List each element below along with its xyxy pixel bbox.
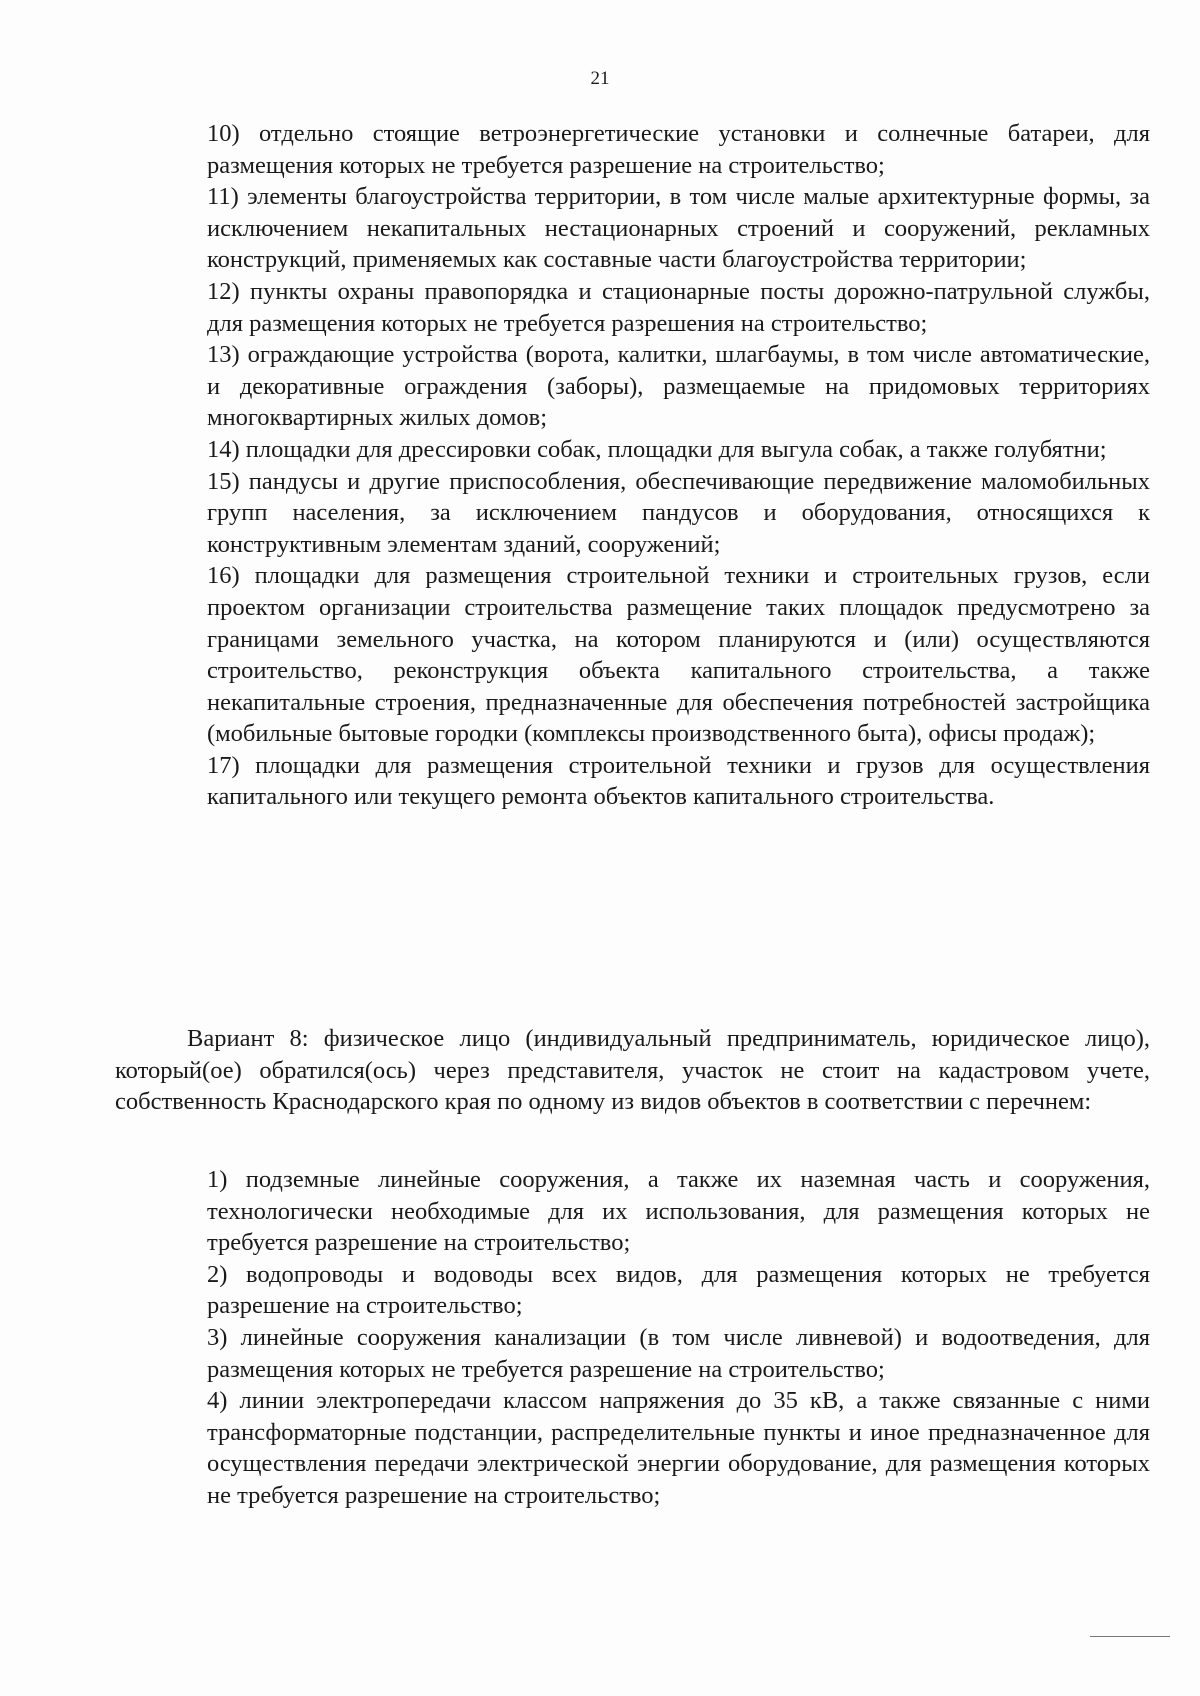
list-item: 3) линейные сооружения канализации (в том числе ливневой) и водоотведения, для размещения которых не требуется разрешение на строительство; [207, 1323, 1150, 1383]
list-item: 13) ограждающие устройства (ворота, калитки, шлагбаумы, в том числе автоматические, и декоративные ограждения (заборы), размещаемые на придомовых территориях многоквартирных жилых домов; [207, 341, 1150, 432]
footer-rule [1090, 1636, 1170, 1637]
list-item: 4) линии электропередачи классом напряжения до 35 кВ, а также связанные с ними трансформаторные подстанции, распределительные пункты и иное предназначенное для осуществления передачи электрической энергии оборудование, для размещения которых не требуется разрешение на строительство; [207, 1387, 1150, 1509]
list-item: 17) площадки для размещения строительной техники и грузов для осуществления капитального или текущего ремонта объектов капитального строительства. [207, 751, 1150, 811]
list-item: 10) отдельно стоящие ветроэнергетические установки и солнечные батареи, для размещения которых не требуется разрешение на строительство; [207, 120, 1150, 179]
list-item: 16) площадки для размещения строительной техники и строительных грузов, если проектом организации строительства размещение таких площадок предусмотрено за границами земельного участка, на котором планируются и (или) осуществляются строительство, реконструкция объекта капитального строительства, а также некапитальные строения, предназначенные для обеспечения потребностей застройщика (мобильные бытовые городки (комплексы производственного быта), офисы продаж); [207, 562, 1150, 748]
list-item: 15) пандусы и другие приспособления, обеспечивающие передвижение маломобильных групп населения, за исключением пандусов и оборудования, относящихся к конструктивным элементам зданий, сооружений; [207, 467, 1150, 558]
list-top [207, 118, 1150, 813]
variant-paragraph: Вариант 8: физическое лицо (индивидуальный предприниматель, юридическое лицо), который(ое) обратился(ось) через представителя, участок не стоит на кадастровом учете, собственность Краснодарского края по одному из видов объектов в соответствии с перечнем: [115, 1025, 1150, 1116]
list-item: 12) пункты охраны правопорядка и стационарные посты дорожно-патрульной службы, для размещения которых не требуется разрешения на строительство; [207, 277, 1150, 337]
list-item: 1) подземные линейные сооружения, а также их наземная часть и сооружения, технологически необходимые для их использования, для размещения которых не требуется разрешение на строительство; [207, 1166, 1150, 1257]
page-number: 21 [590, 68, 610, 89]
list-bottom [207, 1164, 1150, 1512]
list-item: 11) элементы благоустройства территории, в том числе малые архитектурные формы, за исключением некапитальных нестационарных строений и сооружений, рекламных конструкций, применяемых как составные части благоустройства территории; [207, 183, 1150, 274]
list-item: 14) площадки для дрессировки собак, площадки для выгула собак, а также голубятни; [207, 435, 1107, 463]
list-item: 2) водопроводы и водоводы всех видов, для размещения которых не требуется разрешение на строительство; [207, 1260, 1150, 1320]
